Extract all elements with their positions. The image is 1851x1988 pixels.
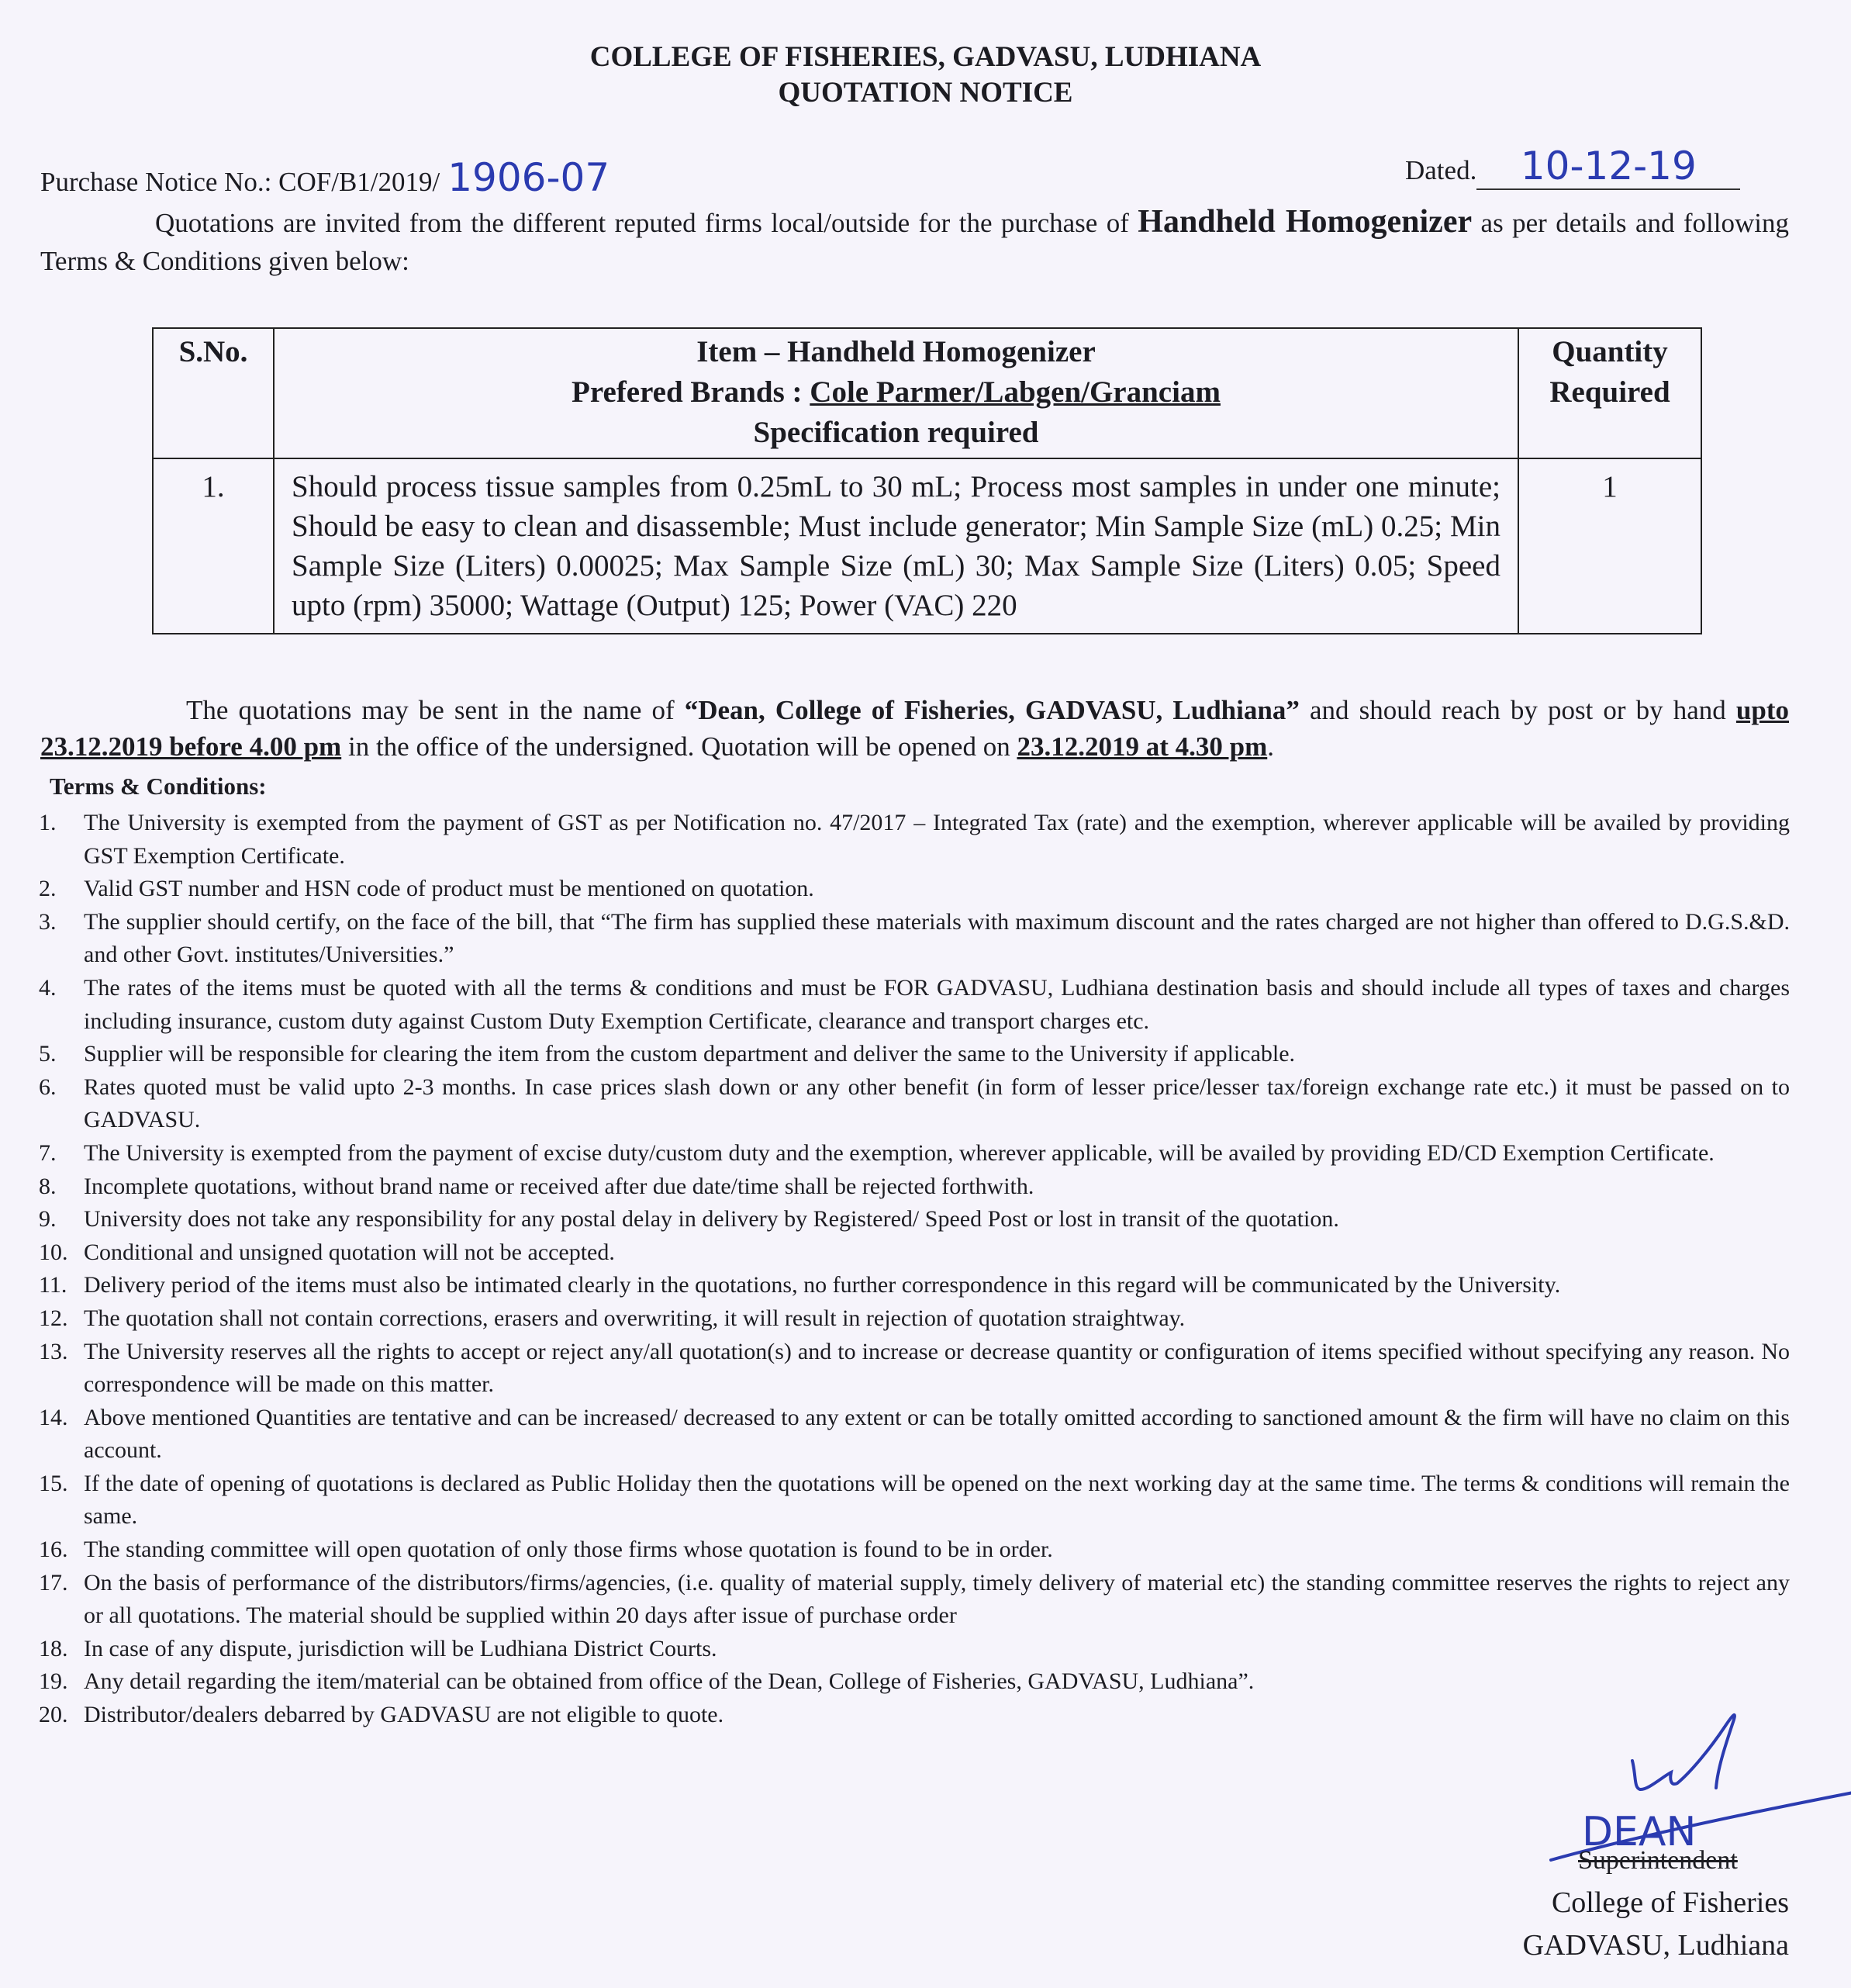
- brands-list: Cole Parmer/Labgen/Granciam: [810, 375, 1221, 409]
- term-item: [39, 1402, 1790, 1468]
- signatory-institution: GADVASU, Ludhiana: [1522, 1929, 1789, 1962]
- term-text: The rates of the items must be quoted with all the terms & conditions and must be FOR GADVASU, Ludhiana destination basis and should include all types of taxes and charges including insurance, custom duty against Custom Duty Exemption Certificate, clearance and transport charges etc.: [84, 974, 1790, 1034]
- term-number: 4.: [39, 974, 57, 1001]
- term-item: [39, 1269, 1790, 1302]
- row-sno: 1.: [153, 458, 274, 634]
- term-text: Incomplete quotations, without brand name or received after due date/time shall be rejected forthwith.: [84, 1173, 1034, 1199]
- item-title: Item – Handheld Homogenizer: [696, 335, 1096, 368]
- opening-time: 23.12.2019 at 4.30 pm: [1017, 731, 1268, 762]
- term-number: 14.: [39, 1404, 68, 1430]
- term-item: [39, 807, 1790, 873]
- term-text: Rates quoted must be valid upto 2-3 months. In case prices slash down or any other benefit (in form of lesser price/lesser tax/foreign exchange rate etc.) it must be passed on to GADVASU.: [84, 1074, 1790, 1133]
- submission-text: The quotations may be sent in the name of: [186, 695, 675, 725]
- intro-text-end: as per details and following Terms & Conditions given below:: [40, 208, 1790, 276]
- row-quantity: 1: [1518, 458, 1701, 634]
- document-title: QUOTATION NOTICE: [778, 77, 1073, 109]
- term-number: 19.: [39, 1668, 68, 1695]
- term-number: 12.: [39, 1305, 68, 1331]
- intro-text: Quotations are invited from the different reputed firms local/outside for the purchase of: [155, 208, 1129, 238]
- institution-title: COLLEGE OF FISHERIES, GADVASU, LUDHIANA: [589, 41, 1262, 73]
- item-name: Handheld Homogenizer: [1138, 204, 1473, 240]
- table-header-row: [153, 328, 1701, 458]
- term-text: University does not take any responsibility for any postal delay in delivery by Registered/ Speed Post or lost in transit of the quotation.: [84, 1206, 1339, 1233]
- term-text: Distributor/dealers debarred by GADVASU are not eligible to quote.: [84, 1702, 724, 1728]
- table-row: [153, 458, 1701, 634]
- row-specification: Should process tissue samples from 0.25mL to 30 mL; Process most samples in under one minute; Should be easy to clean and disassemble; Must include generator; Min Sample Size (mL) 0.25; Min Sample Size (Liters) 0.00025; Max Sample Size (mL) 30; Max Sample Size (Liters) 0.05; Speed upto (rpm) 35000; Wattage (Output) 125; Power (VAC) 220: [274, 458, 1518, 634]
- term-item: [39, 1699, 1790, 1732]
- term-number: 13.: [39, 1338, 68, 1364]
- col-qty-header: [1518, 328, 1701, 458]
- term-number: 15.: [39, 1470, 68, 1496]
- signatory-office: College of Fisheries: [1551, 1886, 1789, 1919]
- term-item: [39, 1336, 1790, 1402]
- struck-designation: Superintendent: [1578, 1846, 1738, 1875]
- notice-number-label: Purchase Notice No.: COF/B1/2019/: [40, 167, 440, 197]
- term-text: Valid GST number and HSN code of product must be mentioned on quotation.: [84, 876, 814, 902]
- term-text: The quotation shall not contain corrections, erasers and overwriting, it will result in rejection of quotation straightway.: [84, 1305, 1186, 1331]
- term-number: 8.: [39, 1173, 57, 1199]
- term-text: Supplier will be responsible for clearing the item from the custom department and deliver the same to the University if applicable.: [84, 1041, 1296, 1067]
- submission-text: .: [1267, 731, 1274, 762]
- addressee: “Dean, College of Fisheries, GADVASU, Ludhiana”: [684, 695, 1300, 725]
- term-item: [39, 1302, 1790, 1336]
- handwritten-notice-number: 1906-07: [447, 155, 610, 200]
- term-number: 10.: [39, 1239, 68, 1265]
- intro-paragraph: [40, 203, 1789, 280]
- term-item: [39, 1236, 1790, 1270]
- handwritten-date: 10-12-19: [1520, 143, 1697, 188]
- term-number: 5.: [39, 1041, 57, 1067]
- term-number: 6.: [39, 1074, 57, 1100]
- term-number: 1.: [39, 810, 57, 835]
- term-item: [39, 1665, 1790, 1699]
- qty-header-line2: Required: [1549, 375, 1670, 409]
- term-item: [39, 1203, 1790, 1236]
- terms-list: [39, 807, 1790, 1732]
- term-number: 3.: [39, 908, 57, 935]
- term-item: [39, 1567, 1790, 1633]
- term-item: [39, 972, 1790, 1038]
- notice-date: [1405, 143, 1740, 190]
- term-number: 18.: [39, 1635, 68, 1661]
- handwritten-dean: DEAN: [1582, 1809, 1697, 1855]
- term-text: The standing committee will open quotation of only those firms whose quotation is found to be in order.: [84, 1537, 1053, 1563]
- term-number: 2.: [39, 876, 57, 902]
- term-text: The supplier should certify, on the face of the bill, that “The firm has supplied these materials with maximum discount and the rates charged are not higher than offered to D.G.S.&D. and other Govt. institutes/Universities.”: [84, 908, 1790, 968]
- qty-header-line1: Quantity: [1552, 335, 1668, 368]
- term-text: Any detail regarding the item/material can be obtained from office of the Dean, College of Fisheries, GADVASU, Ludhiana”.: [84, 1668, 1255, 1695]
- term-number: 9.: [39, 1206, 57, 1233]
- term-text: Above mentioned Quantities are tentative and can be increased/ decreased to any extent or can be totally omitted according to sanctioned amount & the firm will have no claim on this account.: [84, 1404, 1790, 1464]
- date-label: Dated.: [1405, 155, 1477, 185]
- term-text: The University is exempted from the payment of excise duty/custom duty and the exemption, wherever applicable, will be availed by providing ED/CD Exemption Certificate.: [84, 1139, 1715, 1166]
- deadline: upto 23.12.2019 before 4.00 pm: [40, 695, 1790, 762]
- term-text: The University is exempted from the payment of GST as per Notification no. 47/2017 – Integrated Tax (rate) and the exemption, wherever applicable will be availed by providing GST Exemption Certificate.: [84, 810, 1790, 869]
- term-item: [39, 906, 1790, 972]
- terms-heading: Terms & Conditions:: [50, 773, 267, 800]
- preferred-brands: [275, 372, 1518, 413]
- spec-heading: Specification required: [753, 416, 1039, 449]
- term-text: On the basis of performance of the distributors/firms/agencies, (i.e. quality of material supply, timely delivery of material etc) the standing committee reserves the rights to reject any or all quotations. The material should be supplied within 20 days after issue of purchase order: [84, 1569, 1790, 1629]
- submission-text: and should reach by post or by hand: [1309, 695, 1726, 725]
- term-item: [39, 1170, 1790, 1204]
- term-number: 11.: [39, 1272, 67, 1298]
- col-item-header: [274, 328, 1518, 458]
- term-number: 16.: [39, 1537, 68, 1563]
- specification-table: [152, 327, 1702, 634]
- purchase-notice-number: [40, 155, 610, 200]
- submission-paragraph: [40, 692, 1789, 765]
- term-text: Delivery period of the items must also be intimated clearly in the quotations, no further correspondence in this regard will be communicated by the University.: [84, 1272, 1561, 1298]
- term-item: [39, 1633, 1790, 1666]
- term-text: If the date of opening of quotations is declared as Public Holiday then the quotations will be opened on the next working day at the same time. The terms & conditions will remain the same.: [84, 1470, 1790, 1530]
- term-item: [39, 1137, 1790, 1170]
- term-text: Conditional and unsigned quotation will not be accepted.: [84, 1239, 615, 1265]
- brands-label: Prefered Brands :: [572, 375, 803, 409]
- submission-text: in the office of the undersigned. Quotation will be opened on: [347, 731, 1010, 762]
- col-sno-header: S.No.: [153, 328, 274, 458]
- term-item: [39, 1071, 1790, 1137]
- term-number: 20.: [39, 1702, 68, 1728]
- term-number: 7.: [39, 1139, 57, 1166]
- term-text: The University reserves all the rights to accept or reject any/all quotation(s) and to increase or decrease quantity or configuration of items specified without specifying any reason. No correspondence will be made on this matter.: [84, 1338, 1790, 1398]
- term-text: In case of any dispute, jurisdiction will be Ludhiana District Courts.: [84, 1635, 717, 1661]
- term-number: 17.: [39, 1569, 68, 1596]
- term-item: [39, 1533, 1790, 1567]
- term-item: [39, 1468, 1790, 1533]
- term-item: [39, 1038, 1790, 1071]
- term-item: [39, 873, 1790, 906]
